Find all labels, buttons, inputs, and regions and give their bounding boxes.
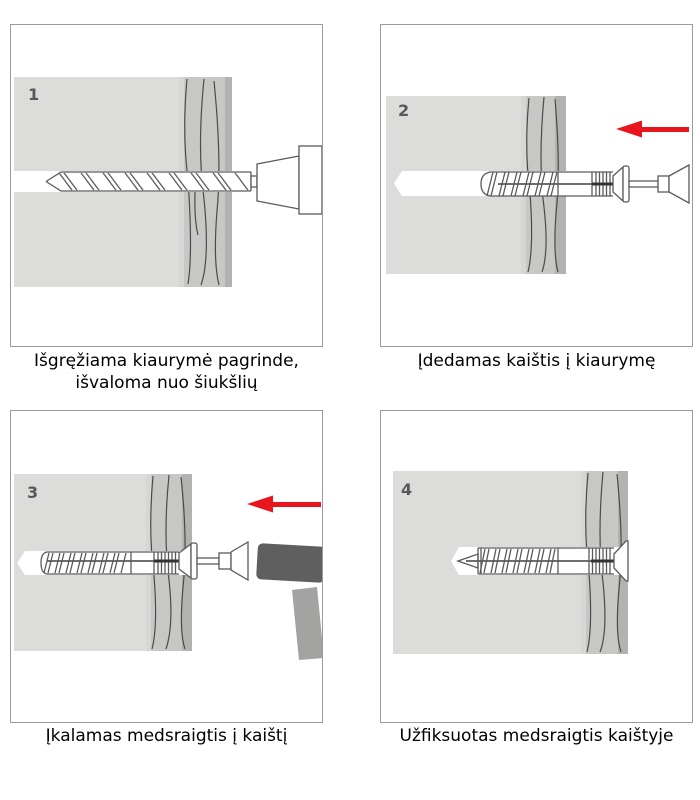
nail-shank — [197, 558, 219, 564]
step-3-caption — [0, 725, 333, 747]
hammer-head — [256, 543, 322, 583]
step-1-number: 1 — [28, 85, 40, 104]
caption-line: Užfiksuotas medsraigtis kaištyje — [399, 726, 674, 746]
step-2-number: 2 — [398, 101, 410, 120]
countersunk-head — [669, 165, 689, 203]
step-2-panel — [380, 24, 693, 347]
step-4-caption — [370, 725, 700, 747]
step-2-illustration — [381, 25, 692, 346]
step-1-caption — [0, 350, 333, 394]
step-2-caption — [370, 350, 700, 372]
drill-body — [299, 146, 322, 214]
caption-line: Įdedamas kaištis į kiaurymę — [417, 351, 656, 371]
arrow-left-icon — [247, 496, 321, 513]
step-1-panel — [10, 24, 323, 347]
arrow-left-icon — [616, 121, 689, 138]
countersunk-head — [231, 542, 248, 580]
caption-line: išvaloma nuo šiukšlių — [75, 373, 258, 393]
nail-collar — [658, 176, 669, 192]
plug-flange — [191, 543, 197, 579]
drill-chuck — [251, 146, 322, 214]
step-3-illustration — [11, 411, 322, 722]
step-3-number: 3 — [27, 483, 39, 502]
plug-flange — [623, 166, 629, 202]
hammer-icon — [256, 543, 322, 660]
step-1-illustration — [11, 25, 322, 346]
step-4-number: 4 — [401, 480, 413, 499]
nail-shank — [629, 181, 658, 187]
nail-collar — [219, 553, 231, 569]
step-4-panel — [380, 410, 693, 723]
plug-funnel — [613, 167, 623, 201]
step-4-illustration — [381, 411, 692, 722]
caption-line: Įkalamas medsraigtis į kaištį — [45, 726, 288, 746]
hammer-handle — [292, 587, 322, 660]
caption-line: Išgręžiama kiaurymė pagrinde, — [34, 351, 299, 371]
step-3-panel — [10, 410, 323, 723]
